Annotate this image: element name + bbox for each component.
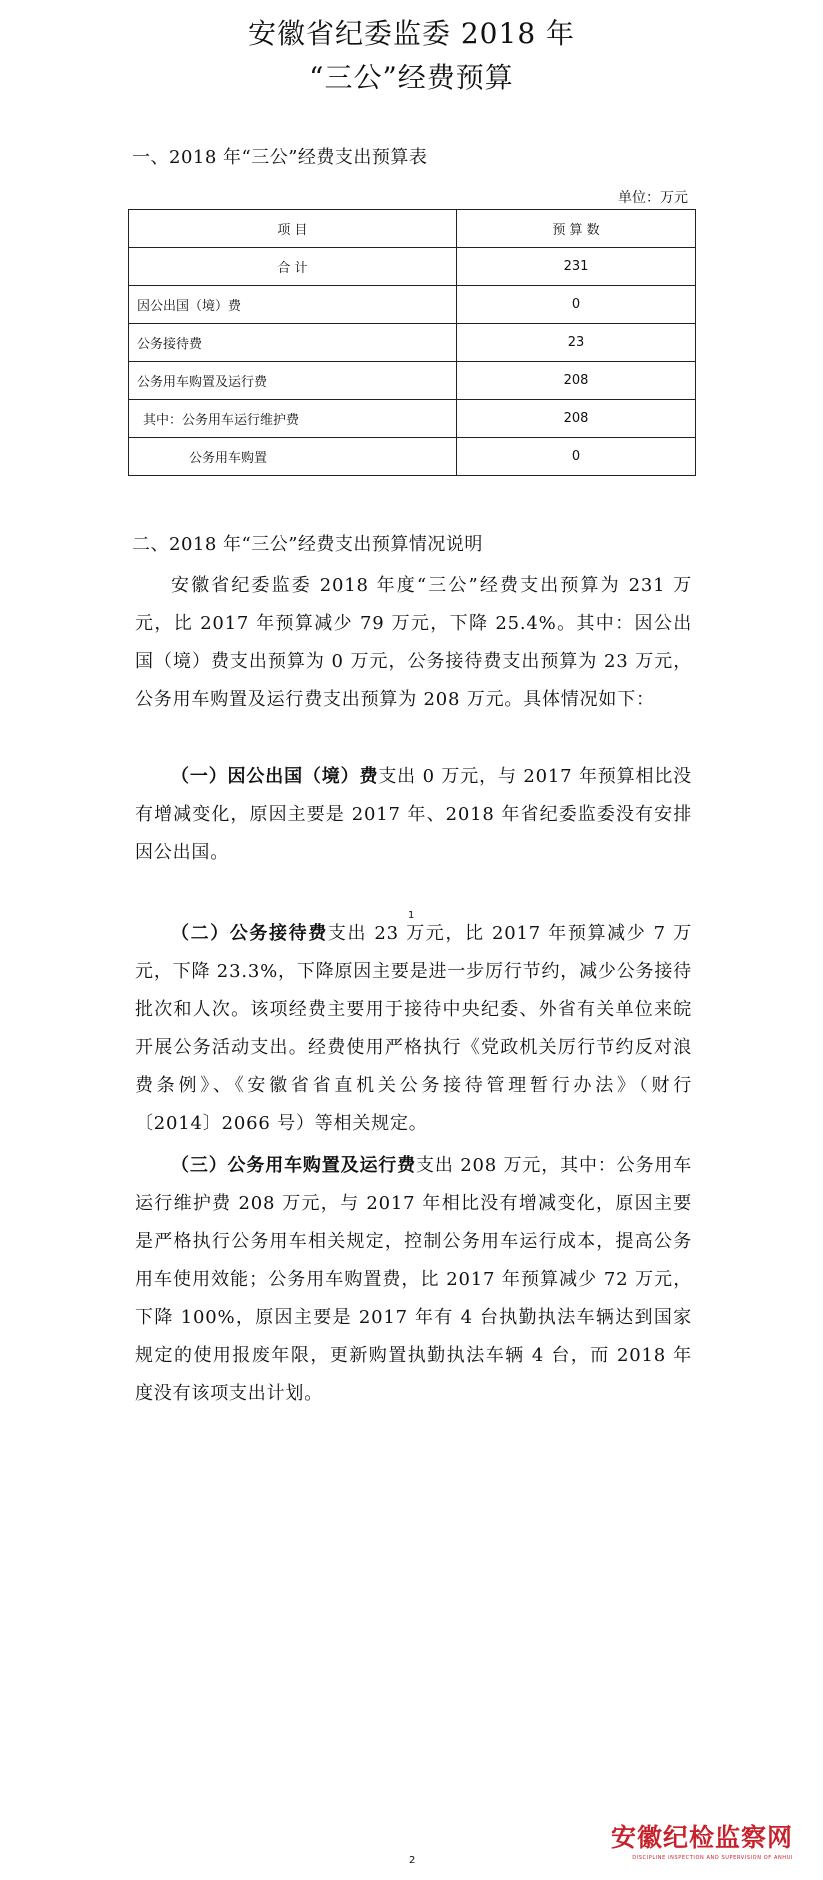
paragraph-reception [135, 915, 692, 1143]
table-cell-value: 0 [457, 286, 696, 324]
table-row [129, 286, 696, 324]
watermark-name: 安徽纪检监察网 [610, 1823, 793, 1852]
table-header-value: 预 算 数 [457, 210, 696, 248]
table-row [129, 438, 696, 476]
watermark-subtitle: DISCIPLINE INSPECTION AND SUPERVISION OF ANHUI [632, 1855, 793, 1861]
paragraph-overseas-heading: （一）因公出国（境）费 [171, 766, 379, 787]
watermark-logo [611, 1818, 793, 1861]
table-cell-item: 公务用车购置 [129, 438, 457, 476]
table-cell-value: 231 [457, 248, 696, 286]
budget-table [128, 209, 696, 476]
table-cell-value: 208 [457, 362, 696, 400]
table-cell-item: 因公出国（境）费 [129, 286, 457, 324]
unit-label: 单位：万元 [618, 190, 688, 206]
table-row [129, 362, 696, 400]
paragraph-overseas-text: 支出 0 万元，与 2017 年预算相比没有增减变化，原因主要是 2017 年、2018 年省纪委监委没有安排因公出国。 [135, 766, 692, 863]
section2-heading: 二、2018 年“三公”经费支出预算情况说明 [132, 534, 483, 555]
table-cell-item: 合 计 [129, 248, 457, 286]
section1-heading: 一、2018 年“三公”经费支出预算表 [132, 147, 428, 168]
paragraph-vehicles [135, 1147, 692, 1413]
table-cell-value: 23 [457, 324, 696, 362]
table-cell-value: 0 [457, 438, 696, 476]
paragraph-summary: 安徽省纪委监委 2018 年度“三公”经费支出预算为 231 万元，比 2017 年预算减少 79 万元，下降 25.4%。其中：因公出国（境）费支出预算为 0 万元，公务接待费支出预算为 23 万元，公务用车购置及运行费支出预算为 208 万元。具体情况如下： [135, 575, 692, 710]
table-cell-item: 其中：公务用车运行维护费 [129, 400, 457, 438]
table-header-item: 项 目 [129, 210, 457, 248]
page-number-1: 1 [408, 910, 415, 921]
table-cell-item: 公务用车购置及运行费 [129, 362, 457, 400]
table-cell-item: 公务接待费 [129, 324, 457, 362]
document-title-line2: “三公”经费预算 [309, 61, 514, 94]
page-number-2: 2 [409, 1855, 416, 1866]
paragraph-vehicles-text: 支出 208 万元，其中：公务用车运行维护费 208 万元，与 2017 年相比没有增减变化，原因主要是严格执行公务用车相关规定，控制公务用车运行成本，提高公务用车使用效能；公务用车购置费，比 2017 年预算减少 72 万元，下降 100%，原因主要是 2017 年有 4 台执勤执法车辆达到国家规定的使用报废年限，更新购置执勤执法车辆 4 台，而 2018 年度没有该项支出计划。 [135, 1155, 692, 1404]
table-cell-value: 208 [457, 400, 696, 438]
table-row [129, 400, 696, 438]
paragraph-reception-heading: （二）公务接待费 [171, 923, 328, 944]
table-row [129, 248, 696, 286]
paragraph-vehicles-heading: （三）公务用车购置及运行费 [171, 1155, 416, 1176]
table-header-row [129, 210, 696, 248]
document-title-line1: 安徽省纪委监委 2018 年 [247, 17, 576, 50]
table-row [129, 324, 696, 362]
paragraph-reception-text: 支出 23 万元，比 2017 年预算减少 7 万元，下降 23.3%，下降原因主要是进一步厉行节约，减少公务接待批次和人次。该项经费主要用于接待中央纪委、外省有关单位来皖开展公务活动支出。经费使用严格执行《党政机关厉行节约反对浪费条例》、《安徽省省直机关公务接待管理暂行办法》（财行〔2014〕2066 号）等相关规定。 [135, 923, 693, 1134]
paragraph-overseas [135, 758, 692, 872]
